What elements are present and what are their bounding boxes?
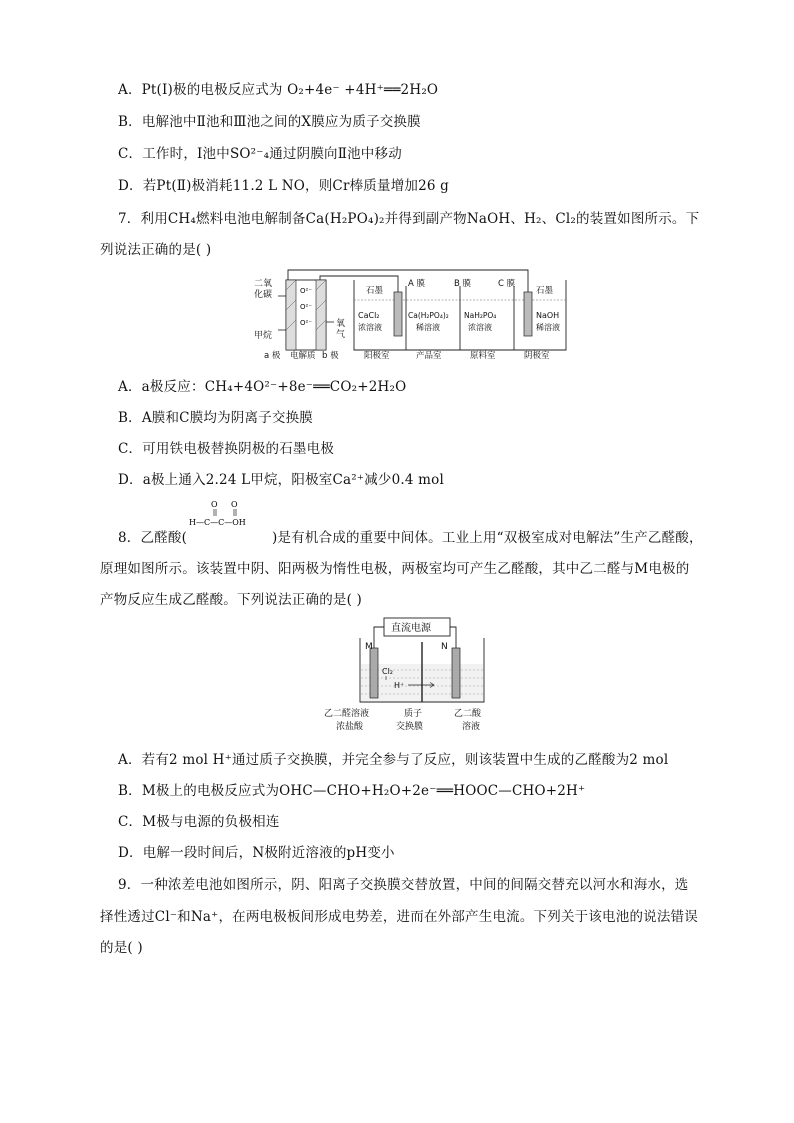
fig8-left-l1: 乙二醛溶液 — [324, 709, 370, 719]
fig7-co2-label: 二氧 — [254, 279, 273, 289]
fig7-oxygen-label2: 气 — [336, 330, 346, 340]
fig7-ion1: O²⁻ — [300, 287, 313, 295]
q8-option-c: C．M极与电源的负极相连 — [118, 814, 280, 830]
glyoxylic-acid-structure — [183, 497, 273, 541]
q6-option-d: D．若Pt(Ⅱ)极消耗11.2 L NO，则Cr棒质量增加26 g — [118, 178, 450, 194]
q7-stem-line2: 列说法正确的是( ) — [100, 242, 212, 258]
glyoxylic-formula: H—C—C—OH — [189, 518, 246, 527]
fig7-membrane-b: B 膜 — [454, 279, 472, 289]
fig7-room1: 阳极室 — [364, 351, 390, 361]
fig7-room2: 产品室 — [416, 351, 442, 361]
fig7-sol1-l1: CaCl₂ — [358, 311, 380, 320]
q9-stem-line3: 的是( ) — [100, 940, 143, 956]
fig7-oxygen-label: 氧 — [336, 319, 346, 329]
fig7-a-label: a 极 — [264, 351, 281, 361]
q8-option-b: B．M极上的电极反应式为OHC—CHO+H₂O+2e⁻══HOOC—CHO+2H⁺ — [118, 783, 586, 799]
fig7-ion3: O²⁻ — [300, 319, 313, 327]
fig7-membrane-c: C 膜 — [498, 279, 516, 289]
fig7-sol4-l2: 稀溶液 — [536, 323, 560, 332]
q7-stem-line1: 7．利用CH₄燃料电池电解制备Ca(H₂PO₄)₂并得到副产物NaOH、H₂、Cl₂的装置如图所示。下 — [118, 211, 700, 227]
fig8-m-label: M — [365, 642, 373, 652]
q7-option-b: B．A膜和C膜均为阴离子交换膜 — [118, 410, 313, 426]
glyoxylic-o1: O — [211, 500, 218, 509]
q8-stem-prefix: 8．乙醛酸( — [118, 530, 188, 546]
fig7-sol4-l1: NaOH — [536, 311, 560, 320]
fig8-mid-l2: 交换膜 — [396, 722, 424, 732]
fig8-mid-l1: 质子 — [404, 709, 423, 719]
q9-stem-line2: 择性透过Cl⁻和Na⁺，在两电极板间形成电势差，进而在外部产生电流。下列关于该电池的说法错误 — [100, 909, 698, 925]
glyoxylic-o2: O — [231, 500, 238, 509]
q8-stem-line2: 原理如图所示。该装置中阴、阳两极为惰性电极，两极室均可产生乙醛酸，其中乙二醛与M电极的 — [100, 561, 690, 577]
q8-option-d: D．电解一段时间后，N极附近溶液的pH变小 — [118, 845, 395, 861]
fig8-left-l2: 浓盐酸 — [336, 722, 364, 732]
fig7-room3: 原料室 — [470, 351, 496, 361]
fig7-graphite-left: 石墨 — [366, 286, 384, 296]
fig7-sol2-l2: 稀溶液 — [416, 323, 440, 332]
fig7-sol2-l1: Ca(H₂PO₄)₂ — [408, 311, 449, 320]
fig8-right-l2: 溶液 — [462, 722, 481, 732]
fig7-co2-label2: 化碳 — [254, 290, 273, 300]
q8-electrolysis-figure — [320, 614, 500, 740]
q8-stem-line3: 产物反应生成乙醛酸。下列说法正确的是( ) — [100, 592, 363, 608]
fig8-right-l1: 乙二酸 — [454, 709, 482, 719]
fig7-graphite-right: 石墨 — [536, 286, 554, 296]
q9-stem-line1: 9．一种浓差电池如图所示，阴、阳离子交换膜交替放置，中间的间隔交替充以河水和海水，选 — [118, 877, 689, 893]
fig8-power: 直流电源 — [391, 623, 431, 634]
q7-option-c: C．可用铁电极替换阴极的石墨电极 — [118, 441, 335, 457]
q6-option-c: C．工作时，Ⅰ池中SO²⁻₄通过阴膜向Ⅱ池中移动 — [118, 146, 402, 162]
q8-option-a: A．若有2 mol H⁺通过质子交换膜，并完全参与了反应，则该装置中生成的乙醛酸为2 mol — [118, 752, 669, 768]
q7-option-d: D．a极上通入2.24 L甲烷，阳极室Ca²⁺减少0.4 mol — [118, 472, 445, 488]
fig8-h-plus: H⁺ — [394, 681, 405, 690]
q6-option-a: A．Pt(Ⅰ)极的电极反应式为 O₂+4e⁻ +4H⁺══2H₂O — [118, 82, 439, 98]
q7-option-a: A．a极反应：CH₄+4O²⁻+8e⁻══CO₂+2H₂O — [118, 379, 407, 395]
q6-option-b: B．电解池中Ⅱ池和Ⅲ池之间的X膜应为质子交换膜 — [118, 114, 421, 130]
fig7-ion2: O²⁻ — [300, 303, 313, 311]
fig8-n-label: N — [441, 642, 448, 652]
fig7-methane-label: 甲烷 — [254, 331, 273, 341]
fig7-sol3-l2: 浓溶液 — [468, 323, 492, 332]
q8-stem-suffix: )是有机合成的重要中间体。工业上用“双极室成对电解法”生产乙醛酸， — [272, 530, 703, 546]
fig7-room4: 阴极室 — [524, 351, 550, 361]
q7-electrolysis-figure — [250, 266, 570, 366]
fig7-sol3-l1: NaH₂PO₄ — [464, 311, 497, 320]
fig7-sol1-l2: 浓溶液 — [358, 323, 382, 332]
fig8-cl2: Cl₂ — [382, 667, 394, 676]
fig7-b-label: b 极 — [322, 351, 339, 361]
fig7-electrolyte-label: 电解质 — [290, 351, 316, 361]
fig7-membrane-a: A 膜 — [408, 279, 426, 289]
